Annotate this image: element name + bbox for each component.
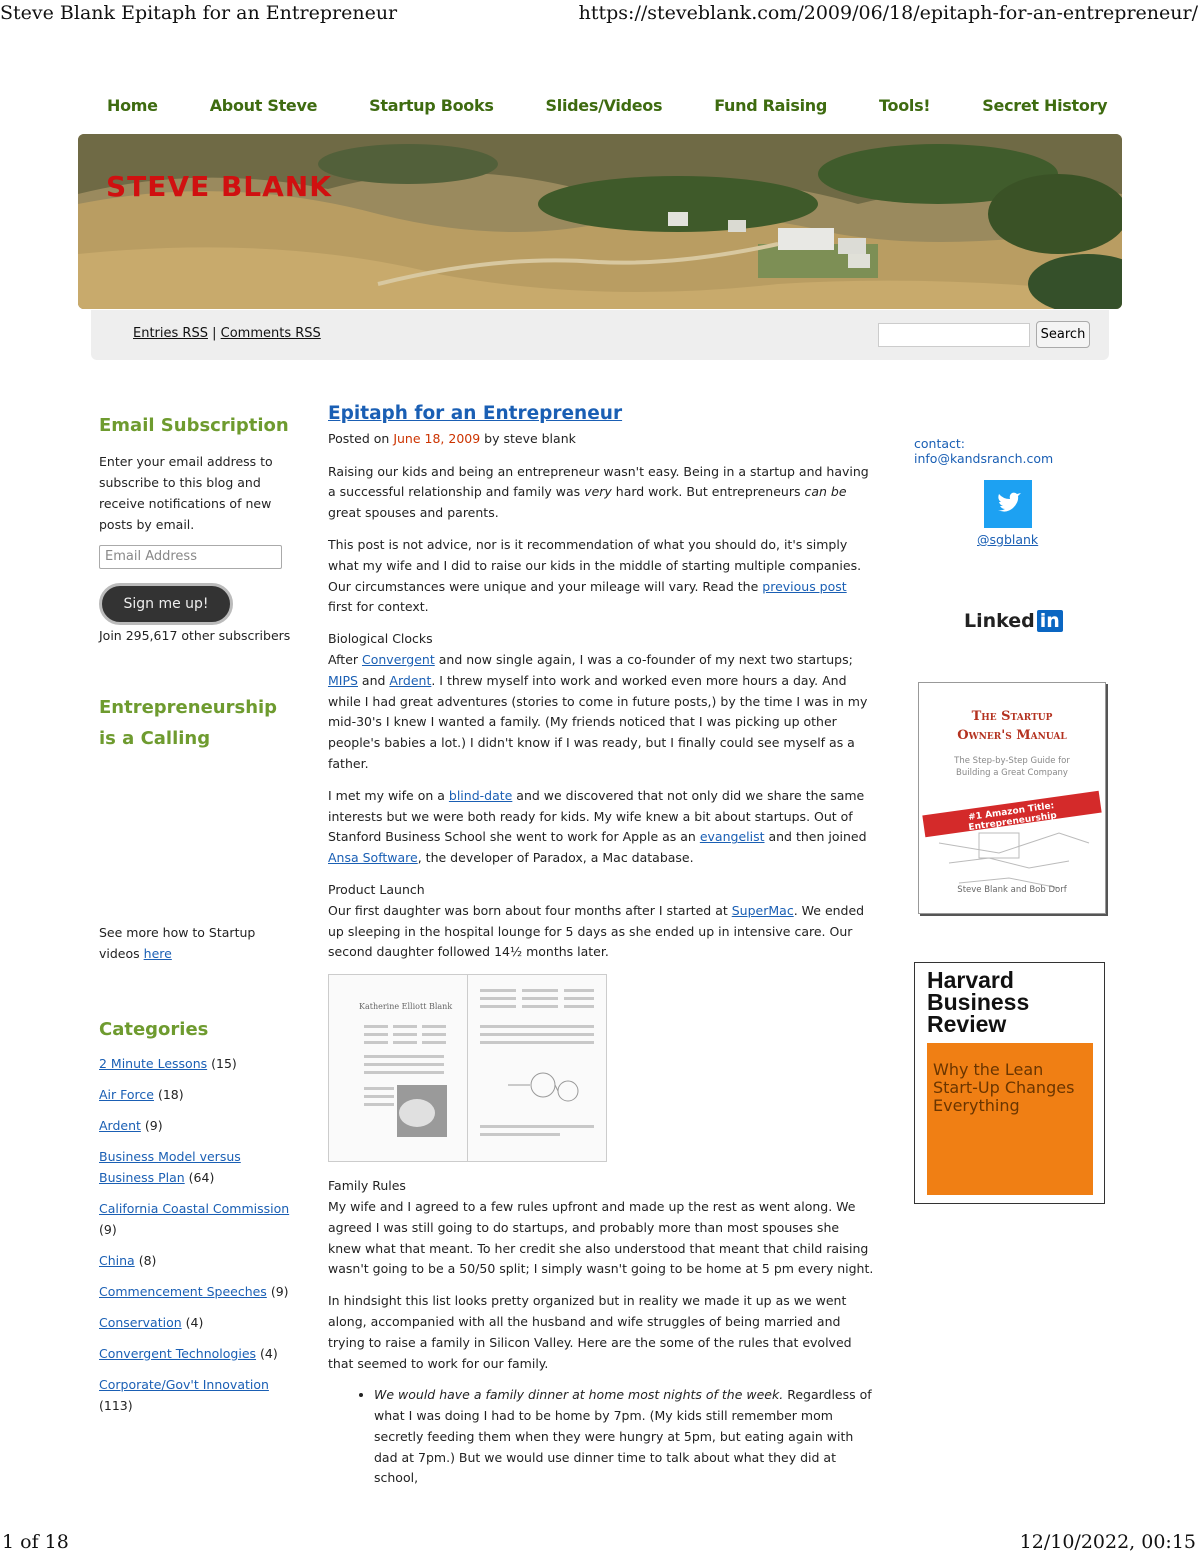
text: very [584, 484, 612, 500]
text: Regardless of what I was doing I had to be home by 7pm. (My kids still remember mom secretly feeding them when they were hungry at 5pm, but eating again with dad at 7pm.) But we would use dinner time to talk about what they did at school, [374, 1387, 872, 1486]
blind-date-link[interactable]: blind-date [448, 787, 513, 803]
category-count: (18) [157, 1087, 184, 1102]
text: Raising our kids and being an entrepreneur wasn't easy. Being in a startup and having a successful relationship and family was [328, 463, 869, 500]
nav-fund-raising[interactable]: Fund Raising [714, 96, 828, 115]
left-sidebar [99, 410, 299, 1426]
category-count: (9) [144, 1118, 163, 1133]
supermac-link[interactable]: SuperMac [731, 902, 794, 918]
twitter-handle-link[interactable]: @sgblank [977, 532, 1039, 547]
text: and we discovered that not only did we share the same interests but we were both ready for kids. My wife knew a bit about startups. Out of Stanford Business School she went to work for Apple as an [328, 787, 865, 845]
book1-authors: Steve Blank and Bob Dorf [957, 885, 1067, 895]
book1-title-line: Owner's Manual [957, 728, 1067, 743]
text: , the developer of Paradox, a Mac database. [417, 850, 694, 866]
nav-slides-videos[interactable]: Slides/Videos [545, 96, 663, 115]
category-link[interactable]: Convergent Technologies [99, 1346, 257, 1361]
post-author: by steve blank [484, 430, 576, 446]
print-footer-datetime: 12/10/2022, 00:15 [1019, 1531, 1196, 1553]
paragraph: In hindsight this list looks pretty organized but in reality we made it up as we went along, accompanied with all the husband and wife struggles of being married and trying to raise a family in Silicon Valley. Here are the some of the rules that evolved that seemed to work for our family. [328, 1293, 852, 1371]
nav-startup-books[interactable]: Startup Books [369, 96, 494, 115]
announcement-left-graphic [329, 975, 467, 1161]
paragraph [328, 901, 874, 963]
list-item [99, 1250, 299, 1271]
text: We would have a family dinner at home most nights of the week. [374, 1387, 784, 1403]
nav-home[interactable]: Home [107, 96, 158, 115]
hbr-masthead-line: Business [927, 989, 1030, 1015]
post-meta [328, 429, 874, 450]
text: and [357, 672, 390, 688]
announcement-name: Katherine Elliott Blank [359, 1002, 453, 1012]
search-input[interactable] [878, 323, 1030, 347]
ansa-software-link[interactable]: Ansa Software [328, 850, 418, 866]
category-count: (113) [99, 1398, 133, 1413]
rss-search-bar [91, 310, 1109, 360]
post-title[interactable]: Epitaph for an Entrepreneur [328, 403, 623, 424]
category-link[interactable]: Conservation [99, 1315, 182, 1330]
list-item [99, 1115, 299, 1136]
email-subscription-title: Email Subscription [99, 415, 289, 436]
category-link[interactable]: China [99, 1253, 135, 1268]
nav-about-steve[interactable]: About Steve [209, 96, 318, 115]
main-nav [107, 96, 1159, 115]
category-count: (9) [99, 1222, 117, 1237]
list-item [99, 1374, 299, 1416]
category-link[interactable]: Business Model versus Business Plan [99, 1149, 241, 1185]
email-subscription-text: Enter your email address to subscribe to this blog and receive notifications of new posts by email. [99, 454, 273, 532]
hbr-masthead [927, 969, 1029, 1035]
list-item [99, 1343, 299, 1364]
ardent-link[interactable]: Ardent [389, 672, 432, 688]
entrepreneurship-calling-title: Entrepreneurship is a Calling [99, 697, 278, 749]
search-button[interactable]: Search [1036, 321, 1090, 348]
print-footer-page: 1 of 18 [2, 1531, 69, 1553]
category-link[interactable]: Air Force [99, 1087, 154, 1102]
more-videos-text [99, 922, 299, 964]
category-link[interactable]: Ardent [99, 1118, 141, 1133]
more-videos-label: See more how to Startup videos [99, 925, 256, 961]
comments-rss-link[interactable]: Comments RSS [220, 326, 321, 341]
book1-banner: #1 Amazon Title: Entrepreneurship [967, 801, 1058, 834]
hbr-masthead-line: Harvard [927, 967, 1014, 993]
category-count: (15) [211, 1056, 237, 1071]
categories-list [99, 1053, 299, 1416]
startup-owners-manual-book[interactable] [918, 682, 1106, 914]
list-item [99, 1281, 299, 1302]
category-link[interactable]: 2 Minute Lessons [99, 1056, 208, 1071]
text: and now single again, I was a co-founder of my next two startups; [434, 651, 853, 667]
category-count: (4) [185, 1315, 204, 1330]
linkedin-icon[interactable] [964, 610, 1063, 632]
text: I met my wife on a [328, 787, 449, 803]
site-title[interactable]: STEVE BLANK [106, 170, 332, 203]
section-heading: Family Rules [328, 1178, 406, 1194]
paragraph: My wife and I agreed to a few rules upfront and made up the rest as went along. We agreed I was still going to do startups, and probably more than most spouses she knew what that meant. To her credit she also understood that meant that child raising wasn't going to be a 50/50 split; I simply wasn't going to be home at 5 pm every night. [328, 1198, 874, 1277]
list-item [374, 1385, 874, 1489]
previous-post-link[interactable]: previous post [762, 578, 847, 594]
book1-title [919, 707, 1105, 745]
sign-me-up-button[interactable]: Sign me up! [99, 583, 233, 625]
posted-on-label: Posted on [328, 430, 390, 446]
paragraph [328, 650, 874, 775]
post-date[interactable]: June 18, 2009 [393, 430, 481, 446]
twitter-icon[interactable] [984, 480, 1032, 528]
list-item [99, 1084, 299, 1105]
text: Our first daughter was born about four months after I started at [328, 902, 732, 918]
category-count: (8) [138, 1253, 157, 1268]
subscriber-count: Join 295,617 other subscribers [99, 628, 291, 643]
category-link[interactable]: Corporate/Gov't Innovation [99, 1377, 269, 1392]
linkedin-text: Linked [964, 610, 1035, 632]
category-count: (9) [270, 1284, 289, 1299]
contact-email[interactable]: contact: info@kandsranch.com [914, 436, 1054, 466]
print-header-title: Steve Blank Epitaph for an Entrepreneur [0, 2, 398, 24]
section-heading: Product Launch [328, 881, 425, 897]
entries-rss-link[interactable]: Entries RSS [133, 326, 208, 341]
text: hard work. But entrepreneurs [611, 484, 805, 500]
more-videos-link[interactable]: here [143, 946, 172, 961]
hbr-orange-panel [927, 1043, 1093, 1195]
text: great spouses and parents. [328, 505, 499, 521]
category-link[interactable]: California Coastal Commission [99, 1201, 290, 1216]
hbr-masthead-line: Review [927, 1011, 1007, 1037]
section-heading: Biological Clocks [328, 631, 433, 647]
list-item [99, 1053, 299, 1074]
category-count: (4) [260, 1346, 278, 1361]
hbr-magazine-cover[interactable] [914, 962, 1105, 1204]
category-count: (64) [188, 1170, 215, 1185]
twitter-bird-icon [984, 480, 1032, 528]
list-item [99, 1312, 299, 1333]
text: After [328, 651, 362, 667]
book1-subtitle: The Step-by-Step Guide for Building a Great Company [954, 756, 1070, 778]
list-item [99, 1146, 299, 1188]
nav-secret-history[interactable]: Secret History [982, 96, 1108, 115]
text: and then joined [764, 829, 867, 845]
list-item [99, 1198, 299, 1240]
categories-title: Categories [99, 1019, 209, 1040]
print-header-url: https://steveblank.com/2009/06/18/epitaph-for-an-entrepreneur/ [578, 2, 1198, 24]
nav-tools[interactable]: Tools! [879, 96, 931, 115]
rss-separator: | [212, 326, 217, 341]
announcement-right-graphic [468, 975, 606, 1161]
text: . I threw myself into work and worked even more hours a day. And while I had great adventures (stories to come in future posts,) by the time I was in my mid-30's I knew I wanted a family. (My friends noticed that I was picking up other people's babies a lot.) I didn't know if I was ready, but I finally could see myself as a father. [328, 672, 868, 771]
paragraph [328, 786, 874, 869]
announcement-page-left [329, 975, 468, 1161]
announcement-page-right [468, 975, 606, 1161]
birth-announcement-image[interactable] [328, 974, 607, 1162]
hbr-article-title: Why the Lean Start-Up Changes Everything [933, 1060, 1075, 1115]
ranch-landscape-image [78, 134, 1122, 309]
rss-links [133, 326, 321, 341]
family-rules-list [328, 1385, 874, 1489]
header-banner[interactable] [78, 134, 1122, 309]
text: can be [804, 484, 847, 500]
text: first for context. [328, 599, 429, 615]
convergent-link[interactable]: Convergent [362, 651, 435, 667]
book1-title-line: The Startup [971, 709, 1053, 724]
text: This post is not advice, nor is it recommendation of what you should do, it's simply what my wife and I did to raise our kids in the middle of starting multiple companies. Our circumstances were unique and your mileage will vary. Read the [328, 536, 862, 594]
evangelist-link[interactable]: evangelist [699, 829, 765, 845]
email-field[interactable]: Email Address [99, 545, 282, 569]
paragraph [328, 462, 874, 524]
linkedin-in-badge: in [1037, 610, 1063, 632]
text: . We ended up sleeping in the hospital lounge for 5 days as she ended up in intensive care. Our second daughter followed 14½ months later. [328, 902, 865, 960]
category-link[interactable]: Commencement Speeches [99, 1284, 267, 1299]
post-content [328, 404, 874, 1489]
mips-link[interactable]: MIPS [328, 672, 358, 688]
paragraph [328, 535, 874, 618]
